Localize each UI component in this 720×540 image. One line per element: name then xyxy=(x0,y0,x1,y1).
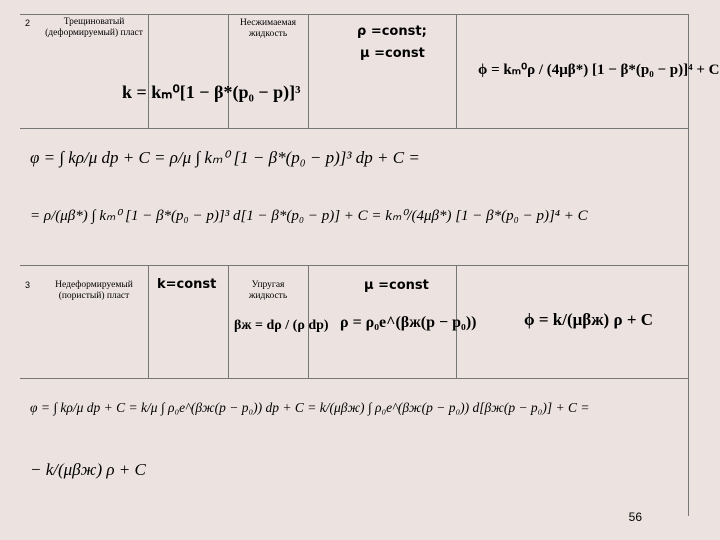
row1-k-formula: k = kₘ⁰[1 − β*(p₀ − p)]³ xyxy=(122,82,301,102)
row1-phi-formula: ϕ = kₘ⁰ρ / (4μβ*) [1 − β*(p₀ − p)]⁴ + C xyxy=(478,62,720,78)
page-number: 56 xyxy=(628,510,642,524)
row2-fluid-type: Упругая жидкость xyxy=(248,280,288,301)
row2-col-divider-2 xyxy=(228,265,229,378)
row2-rho-formula: ρ = ρ₀e^(βж(p − p₀)) xyxy=(340,314,477,331)
row1-condition-mu: μ =const xyxy=(360,46,425,61)
table-row2-bottom-line xyxy=(20,378,688,379)
row1-reservoir-type: Трещиноватый (деформируемый) пласт xyxy=(45,17,143,38)
row1-condition-rho: ρ =const; xyxy=(357,24,427,39)
row1-col-divider-3 xyxy=(308,14,309,128)
row2-phi-formula: ϕ = k/(μβж) ρ + C xyxy=(524,310,654,329)
row1-fluid-type: Несжимаемая жидкость xyxy=(239,18,297,39)
row1-col-divider-2 xyxy=(228,14,229,128)
derivation2-line1: φ = ∫ kρ/μ dp + C = k/μ ∫ ρ₀e^(βж(p − p₀)) dp + C = k/(μβж) ∫ ρ₀e^(βж(p − p₀)) d[βж(p − p₀)] + C = xyxy=(30,400,590,415)
derivation1-line2: = ρ/(μβ*) ∫ kₘ⁰ [1 − β*(p₀ − p)]³ d[1 − β*(p₀ − p)] + C = kₘ⁰/(4μβ*) [1 − β*(p₀ − p)]⁴ + C xyxy=(30,208,588,224)
derivation1-line1: φ = ∫ kρ/μ dp + C = ρ/μ ∫ kₘ⁰ [1 − β*(p₀ − p)]³ dp + C = xyxy=(30,148,420,167)
table-row1-bottom-line xyxy=(20,128,688,129)
table-top-line xyxy=(20,14,688,15)
row1-col-divider-4 xyxy=(456,14,457,128)
row1-col-divider-1 xyxy=(148,14,149,128)
table-deriv1-bottom-line xyxy=(20,265,688,266)
row2-number: 3 xyxy=(25,280,31,290)
row1-number: 2 xyxy=(25,18,31,28)
row2-beta-formula: βж = dρ / (ρ dp) xyxy=(234,318,329,333)
derivation2-line2: − k/(μβж) ρ + C xyxy=(30,460,146,479)
row2-col-divider-1 xyxy=(148,265,149,378)
table-right-line xyxy=(688,14,689,516)
row2-condition-mu: μ =const xyxy=(364,278,429,293)
row2-condition-k: k=const xyxy=(157,277,217,292)
row2-reservoir-type: Недеформируемый (пористый) пласт xyxy=(55,280,133,301)
